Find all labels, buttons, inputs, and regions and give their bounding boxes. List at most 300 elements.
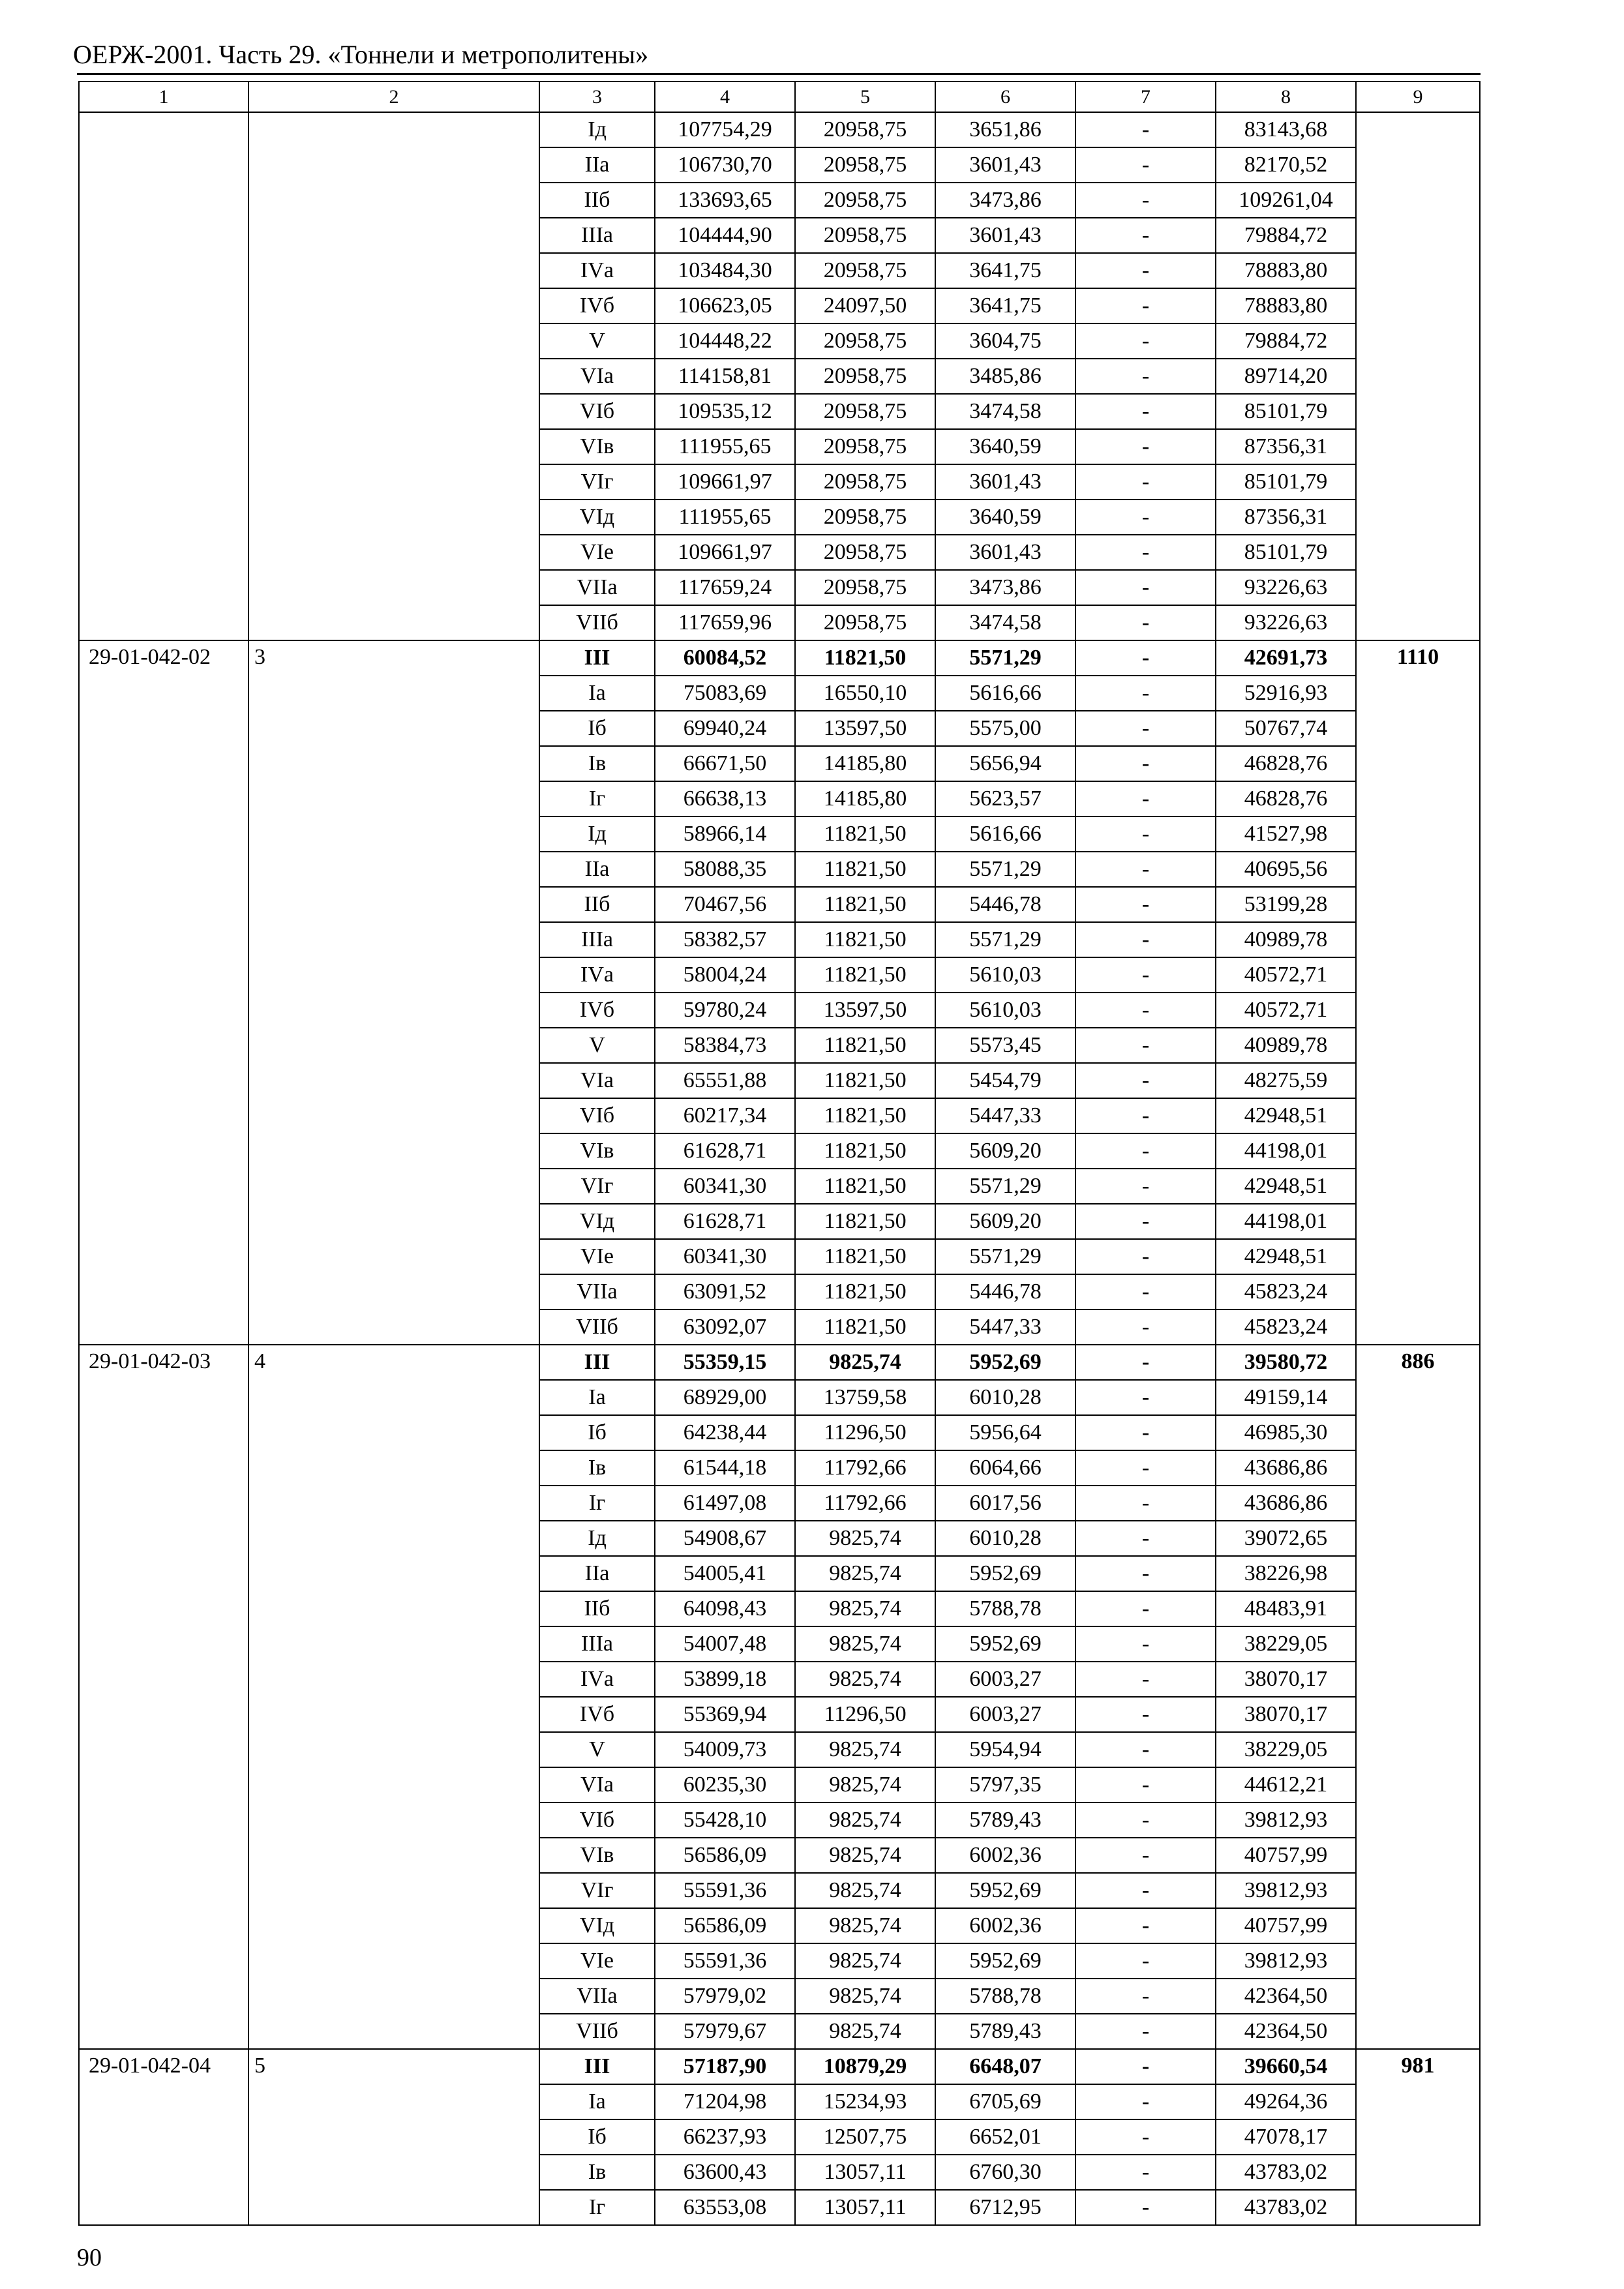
column-7-cell: - (1075, 1380, 1216, 1415)
column-header: 4 (655, 82, 795, 112)
category-cell: IIб (539, 887, 655, 922)
category-cell: VIIа (539, 1274, 655, 1309)
category-cell: Iг (539, 2190, 655, 2225)
wages-cell: 9825,74 (795, 1767, 935, 1803)
column-7-cell: - (1075, 218, 1216, 253)
total-cost-cell: 69940,24 (655, 711, 795, 746)
materials-cell: 47078,17 (1216, 2119, 1356, 2155)
category-cell: IIб (539, 1591, 655, 1626)
resource-code-cell: 29-01-042-03 (79, 1345, 248, 2049)
total-cost-cell: 57979,02 (655, 1979, 795, 2014)
category-cell: VIг (539, 464, 655, 500)
machine-cost-cell: 5447,33 (935, 1098, 1075, 1133)
column-7-cell: - (1075, 605, 1216, 640)
machine-cost-cell: 3601,43 (935, 147, 1075, 183)
total-cost-cell: 60341,30 (655, 1169, 795, 1204)
total-cost-cell: 61544,18 (655, 1450, 795, 1486)
machine-cost-cell: 6010,28 (935, 1380, 1075, 1415)
materials-cell: 39812,93 (1216, 1873, 1356, 1908)
column-7-cell: - (1075, 1063, 1216, 1098)
machine-cost-cell: 3651,86 (935, 112, 1075, 147)
column-7-cell: - (1075, 852, 1216, 887)
total-cost-cell: 66638,13 (655, 781, 795, 816)
wages-cell: 11821,50 (795, 1098, 935, 1133)
column-7-cell: - (1075, 1697, 1216, 1732)
wages-cell: 9825,74 (795, 1662, 935, 1697)
materials-cell: 43686,86 (1216, 1486, 1356, 1521)
category-cell: VIв (539, 429, 655, 464)
category-cell: IVа (539, 957, 655, 993)
column-7-cell: - (1075, 1943, 1216, 1979)
column-7-cell: - (1075, 1415, 1216, 1450)
machine-cost-cell: 5446,78 (935, 887, 1075, 922)
machine-cost-cell: 3601,43 (935, 464, 1075, 500)
total-cost-cell: 55359,15 (655, 1345, 795, 1380)
materials-cell: 93226,63 (1216, 605, 1356, 640)
page-header-title: ОЕРЖ-2001. Часть 29. «Тоннели и метрополитены» (73, 40, 649, 69)
total-cost-cell: 107754,29 (655, 112, 795, 147)
column-2-cell: 3 (248, 640, 539, 1345)
wages-cell: 13057,11 (795, 2190, 935, 2225)
category-cell: VIIб (539, 2014, 655, 2049)
category-cell: IVб (539, 1697, 655, 1732)
total-cost-cell: 58088,35 (655, 852, 795, 887)
column-header: 2 (248, 82, 539, 112)
machine-cost-cell: 5956,64 (935, 1415, 1075, 1450)
machine-cost-cell: 5952,69 (935, 1626, 1075, 1662)
column-7-cell: - (1075, 1486, 1216, 1521)
materials-cell: 38070,17 (1216, 1697, 1356, 1732)
materials-cell: 45823,24 (1216, 1274, 1356, 1309)
column-7-cell: - (1075, 1204, 1216, 1239)
total-cost-cell: 60341,30 (655, 1239, 795, 1274)
materials-cell: 45823,24 (1216, 1309, 1356, 1345)
total-cost-cell: 71204,98 (655, 2084, 795, 2119)
total-cost-cell: 58384,73 (655, 1028, 795, 1063)
machine-cost-cell: 6003,27 (935, 1697, 1075, 1732)
column-number-row (79, 82, 1480, 112)
wages-cell: 11792,66 (795, 1486, 935, 1521)
column-7-cell: - (1075, 2190, 1216, 2225)
column-7-cell: - (1075, 1028, 1216, 1063)
wages-cell: 9825,74 (795, 1908, 935, 1943)
total-cost-cell: 53899,18 (655, 1662, 795, 1697)
column-7-cell: - (1075, 711, 1216, 746)
total-cost-cell: 54007,48 (655, 1626, 795, 1662)
column-7-cell: - (1075, 535, 1216, 570)
machine-cost-cell: 3604,75 (935, 323, 1075, 359)
column-7-cell: - (1075, 429, 1216, 464)
column-7-cell: - (1075, 1345, 1216, 1380)
materials-cell: 46985,30 (1216, 1415, 1356, 1450)
machine-cost-cell: 5952,69 (935, 1943, 1075, 1979)
materials-cell: 41527,98 (1216, 816, 1356, 852)
total-cost-cell: 58004,24 (655, 957, 795, 993)
column-7-cell: - (1075, 1767, 1216, 1803)
column-header: 7 (1075, 82, 1216, 112)
column-header: 5 (795, 82, 935, 112)
column-7-cell: - (1075, 1873, 1216, 1908)
column-header: 1 (79, 82, 248, 112)
total-cost-cell: 64238,44 (655, 1415, 795, 1450)
column-7-cell: - (1075, 288, 1216, 323)
column-7-cell: - (1075, 887, 1216, 922)
total-cost-cell: 104448,22 (655, 323, 795, 359)
total-cost-cell: 65551,88 (655, 1063, 795, 1098)
column-7-cell: - (1075, 746, 1216, 781)
materials-cell: 40989,78 (1216, 1028, 1356, 1063)
materials-cell: 53199,28 (1216, 887, 1356, 922)
wages-cell: 20958,75 (795, 253, 935, 288)
category-cell: VIб (539, 1803, 655, 1838)
materials-cell: 46828,76 (1216, 781, 1356, 816)
total-cost-cell: 133693,65 (655, 183, 795, 218)
materials-cell: 78883,80 (1216, 253, 1356, 288)
category-cell: IIа (539, 852, 655, 887)
machine-cost-cell: 3641,75 (935, 253, 1075, 288)
machine-cost-cell: 5571,29 (935, 1169, 1075, 1204)
materials-cell: 39072,65 (1216, 1521, 1356, 1556)
machine-cost-cell: 6003,27 (935, 1662, 1075, 1697)
machine-cost-cell: 6652,01 (935, 2119, 1075, 2155)
total-cost-cell: 60084,52 (655, 640, 795, 676)
materials-cell: 43686,86 (1216, 1450, 1356, 1486)
materials-cell: 40572,71 (1216, 993, 1356, 1028)
category-cell: VIб (539, 394, 655, 429)
machine-cost-cell: 5789,43 (935, 2014, 1075, 2049)
category-cell: III (539, 1345, 655, 1380)
total-cost-cell: 63092,07 (655, 1309, 795, 1345)
machine-cost-cell: 3640,59 (935, 429, 1075, 464)
machine-cost-cell: 6017,56 (935, 1486, 1075, 1521)
materials-cell: 42948,51 (1216, 1098, 1356, 1133)
column-7-cell: - (1075, 2014, 1216, 2049)
column-7-cell: - (1075, 1556, 1216, 1591)
materials-cell: 39812,93 (1216, 1943, 1356, 1979)
machine-cost-cell: 6760,30 (935, 2155, 1075, 2190)
labor-cost-cell: 981 (1356, 2049, 1480, 2225)
total-cost-cell: 70467,56 (655, 887, 795, 922)
machine-cost-cell: 5789,43 (935, 1803, 1075, 1838)
total-cost-cell: 55369,94 (655, 1697, 795, 1732)
wages-cell: 20958,75 (795, 464, 935, 500)
materials-cell: 40572,71 (1216, 957, 1356, 993)
total-cost-cell: 117659,24 (655, 570, 795, 605)
column-7-cell: - (1075, 464, 1216, 500)
category-cell: VIг (539, 1169, 655, 1204)
total-cost-cell: 109661,97 (655, 535, 795, 570)
table-row (79, 112, 1480, 147)
machine-cost-cell: 3473,86 (935, 570, 1075, 605)
wages-cell: 20958,75 (795, 394, 935, 429)
column-7-cell: - (1075, 1450, 1216, 1486)
materials-cell: 78883,80 (1216, 288, 1356, 323)
column-2-cell (248, 112, 539, 640)
machine-cost-cell: 5571,29 (935, 852, 1075, 887)
wages-cell: 11821,50 (795, 1239, 935, 1274)
category-cell: III (539, 2049, 655, 2084)
wages-cell: 9825,74 (795, 1838, 935, 1873)
wages-cell: 12507,75 (795, 2119, 935, 2155)
materials-cell: 49264,36 (1216, 2084, 1356, 2119)
materials-cell: 38226,98 (1216, 1556, 1356, 1591)
materials-cell: 42948,51 (1216, 1169, 1356, 1204)
category-cell: Iг (539, 781, 655, 816)
machine-cost-cell: 5954,94 (935, 1732, 1075, 1767)
wages-cell: 20958,75 (795, 359, 935, 394)
total-cost-cell: 64098,43 (655, 1591, 795, 1626)
total-cost-cell: 58382,57 (655, 922, 795, 957)
column-header: 8 (1216, 82, 1356, 112)
machine-cost-cell: 5571,29 (935, 922, 1075, 957)
category-cell: VIIа (539, 1979, 655, 2014)
wages-cell: 11821,50 (795, 922, 935, 957)
total-cost-cell: 111955,65 (655, 429, 795, 464)
materials-cell: 42364,50 (1216, 1979, 1356, 2014)
column-7-cell: - (1075, 1591, 1216, 1626)
materials-cell: 42691,73 (1216, 640, 1356, 676)
total-cost-cell: 57979,67 (655, 2014, 795, 2049)
category-cell: Iб (539, 1415, 655, 1450)
wages-cell: 20958,75 (795, 183, 935, 218)
materials-cell: 46828,76 (1216, 746, 1356, 781)
materials-cell: 87356,31 (1216, 429, 1356, 464)
materials-cell: 44612,21 (1216, 1767, 1356, 1803)
category-cell: IIIа (539, 1626, 655, 1662)
column-7-cell: - (1075, 2119, 1216, 2155)
column-7-cell: - (1075, 323, 1216, 359)
wages-cell: 20958,75 (795, 323, 935, 359)
category-cell: VIд (539, 1204, 655, 1239)
column-7-cell: - (1075, 957, 1216, 993)
category-cell: Iг (539, 1486, 655, 1521)
wages-cell: 20958,75 (795, 112, 935, 147)
wages-cell: 24097,50 (795, 288, 935, 323)
machine-cost-cell: 5788,78 (935, 1979, 1075, 2014)
materials-cell: 49159,14 (1216, 1380, 1356, 1415)
column-2-cell: 4 (248, 1345, 539, 2049)
materials-cell: 93226,63 (1216, 570, 1356, 605)
column-7-cell: - (1075, 570, 1216, 605)
resource-code-cell: 29-01-042-04 (79, 2049, 248, 2225)
column-header: 6 (935, 82, 1075, 112)
materials-cell: 39660,54 (1216, 2049, 1356, 2084)
header-rule (77, 73, 1481, 75)
total-cost-cell: 66237,93 (655, 2119, 795, 2155)
category-cell: III (539, 640, 655, 676)
wages-cell: 20958,75 (795, 500, 935, 535)
column-7-cell: - (1075, 253, 1216, 288)
materials-cell: 48483,91 (1216, 1591, 1356, 1626)
materials-cell: 39580,72 (1216, 1345, 1356, 1380)
wages-cell: 9825,74 (795, 1873, 935, 1908)
wages-cell: 9825,74 (795, 1521, 935, 1556)
machine-cost-cell: 5610,03 (935, 993, 1075, 1028)
category-cell: V (539, 1732, 655, 1767)
machine-cost-cell: 5447,33 (935, 1309, 1075, 1345)
materials-cell: 42364,50 (1216, 2014, 1356, 2049)
materials-cell: 83143,68 (1216, 112, 1356, 147)
total-cost-cell: 106623,05 (655, 288, 795, 323)
resource-code-cell: 29-01-042-02 (79, 640, 248, 1345)
total-cost-cell: 63553,08 (655, 2190, 795, 2225)
wages-cell: 11821,50 (795, 640, 935, 676)
materials-cell: 40757,99 (1216, 1908, 1356, 1943)
total-cost-cell: 63091,52 (655, 1274, 795, 1309)
wages-cell: 11821,50 (795, 816, 935, 852)
category-cell: V (539, 323, 655, 359)
labor-cost-cell: 1110 (1356, 640, 1480, 1345)
column-7-cell: - (1075, 1803, 1216, 1838)
table-body (79, 112, 1480, 2225)
materials-cell: 79884,72 (1216, 323, 1356, 359)
resource-code-cell (79, 112, 248, 640)
category-cell: Iв (539, 746, 655, 781)
total-cost-cell: 61628,71 (655, 1204, 795, 1239)
category-cell: Iб (539, 2119, 655, 2155)
total-cost-cell: 109661,97 (655, 464, 795, 500)
category-cell: Iа (539, 1380, 655, 1415)
column-7-cell: - (1075, 1662, 1216, 1697)
total-cost-cell: 58966,14 (655, 816, 795, 852)
category-cell: IIа (539, 1556, 655, 1591)
wages-cell: 11821,50 (795, 957, 935, 993)
wages-cell: 11821,50 (795, 1309, 935, 1345)
machine-cost-cell: 5609,20 (935, 1133, 1075, 1169)
column-7-cell: - (1075, 359, 1216, 394)
category-cell: VIIб (539, 605, 655, 640)
category-cell: VIIа (539, 570, 655, 605)
total-cost-cell: 60235,30 (655, 1767, 795, 1803)
category-cell: Iа (539, 676, 655, 711)
total-cost-cell: 56586,09 (655, 1908, 795, 1943)
wages-cell: 9825,74 (795, 1803, 935, 1838)
total-cost-cell: 61497,08 (655, 1486, 795, 1521)
machine-cost-cell: 5952,69 (935, 1345, 1075, 1380)
category-cell: VIа (539, 1767, 655, 1803)
wages-cell: 11792,66 (795, 1450, 935, 1486)
machine-cost-cell: 3474,58 (935, 394, 1075, 429)
column-7-cell: - (1075, 676, 1216, 711)
machine-cost-cell: 5571,29 (935, 1239, 1075, 1274)
wages-cell: 9825,74 (795, 1943, 935, 1979)
total-cost-cell: 109535,12 (655, 394, 795, 429)
machine-cost-cell: 3641,75 (935, 288, 1075, 323)
wages-cell: 9825,74 (795, 1345, 935, 1380)
total-cost-cell: 57187,90 (655, 2049, 795, 2084)
column-7-cell: - (1075, 112, 1216, 147)
page-number: 90 (77, 2244, 102, 2271)
category-cell: VIд (539, 1908, 655, 1943)
total-cost-cell: 106730,70 (655, 147, 795, 183)
machine-cost-cell: 3601,43 (935, 218, 1075, 253)
machine-cost-cell: 3485,86 (935, 359, 1075, 394)
materials-cell: 85101,79 (1216, 394, 1356, 429)
column-7-cell: - (1075, 1732, 1216, 1767)
materials-cell: 44198,01 (1216, 1133, 1356, 1169)
column-7-cell: - (1075, 1239, 1216, 1274)
machine-cost-cell: 6064,66 (935, 1450, 1075, 1486)
machine-cost-cell: 3640,59 (935, 500, 1075, 535)
column-7-cell: - (1075, 1274, 1216, 1309)
machine-cost-cell: 5788,78 (935, 1591, 1075, 1626)
machine-cost-cell: 6705,69 (935, 2084, 1075, 2119)
wages-cell: 20958,75 (795, 147, 935, 183)
materials-cell: 39812,93 (1216, 1803, 1356, 1838)
machine-cost-cell: 5454,79 (935, 1063, 1075, 1098)
machine-cost-cell: 5623,57 (935, 781, 1075, 816)
wages-cell: 11821,50 (795, 1028, 935, 1063)
machine-cost-cell: 5952,69 (935, 1873, 1075, 1908)
wages-cell: 11821,50 (795, 1133, 935, 1169)
wages-cell: 20958,75 (795, 218, 935, 253)
category-cell: VIIб (539, 1309, 655, 1345)
total-cost-cell: 55428,10 (655, 1803, 795, 1838)
column-7-cell: - (1075, 2049, 1216, 2084)
category-cell: VIе (539, 1943, 655, 1979)
column-7-cell: - (1075, 816, 1216, 852)
category-cell: V (539, 1028, 655, 1063)
column-7-cell: - (1075, 1979, 1216, 2014)
category-cell: IIб (539, 183, 655, 218)
column-7-cell: - (1075, 183, 1216, 218)
total-cost-cell: 66671,50 (655, 746, 795, 781)
materials-cell: 85101,79 (1216, 464, 1356, 500)
wages-cell: 11821,50 (795, 887, 935, 922)
total-cost-cell: 54009,73 (655, 1732, 795, 1767)
machine-cost-cell: 6002,36 (935, 1908, 1075, 1943)
column-7-cell: - (1075, 2155, 1216, 2190)
column-7-cell: - (1075, 500, 1216, 535)
total-cost-cell: 103484,30 (655, 253, 795, 288)
column-7-cell: - (1075, 394, 1216, 429)
category-cell: IVа (539, 1662, 655, 1697)
column-7-cell: - (1075, 781, 1216, 816)
machine-cost-cell: 5952,69 (935, 1556, 1075, 1591)
wages-cell: 11821,50 (795, 1274, 935, 1309)
wages-cell: 11821,50 (795, 852, 935, 887)
wages-cell: 9825,74 (795, 2014, 935, 2049)
materials-cell: 79884,72 (1216, 218, 1356, 253)
materials-cell: 43783,02 (1216, 2190, 1356, 2225)
materials-cell: 38229,05 (1216, 1626, 1356, 1662)
column-7-cell: - (1075, 2084, 1216, 2119)
category-cell: VIб (539, 1098, 655, 1133)
column-7-cell: - (1075, 922, 1216, 957)
wages-cell: 20958,75 (795, 535, 935, 570)
table-row (79, 1345, 1480, 1380)
category-cell: IVб (539, 993, 655, 1028)
materials-cell: 89714,20 (1216, 359, 1356, 394)
column-7-cell: - (1075, 1169, 1216, 1204)
total-cost-cell: 68929,00 (655, 1380, 795, 1415)
materials-cell: 38070,17 (1216, 1662, 1356, 1697)
wages-cell: 9825,74 (795, 1556, 935, 1591)
total-cost-cell: 55591,36 (655, 1943, 795, 1979)
total-cost-cell: 54005,41 (655, 1556, 795, 1591)
machine-cost-cell: 5610,03 (935, 957, 1075, 993)
total-cost-cell: 60217,34 (655, 1098, 795, 1133)
materials-cell: 109261,04 (1216, 183, 1356, 218)
column-7-cell: - (1075, 993, 1216, 1028)
category-cell: VIг (539, 1873, 655, 1908)
total-cost-cell: 54908,67 (655, 1521, 795, 1556)
machine-cost-cell: 3601,43 (935, 535, 1075, 570)
wages-cell: 11296,50 (795, 1697, 935, 1732)
wages-cell: 13597,50 (795, 711, 935, 746)
machine-cost-cell: 5609,20 (935, 1204, 1075, 1239)
category-cell: IIIа (539, 922, 655, 957)
